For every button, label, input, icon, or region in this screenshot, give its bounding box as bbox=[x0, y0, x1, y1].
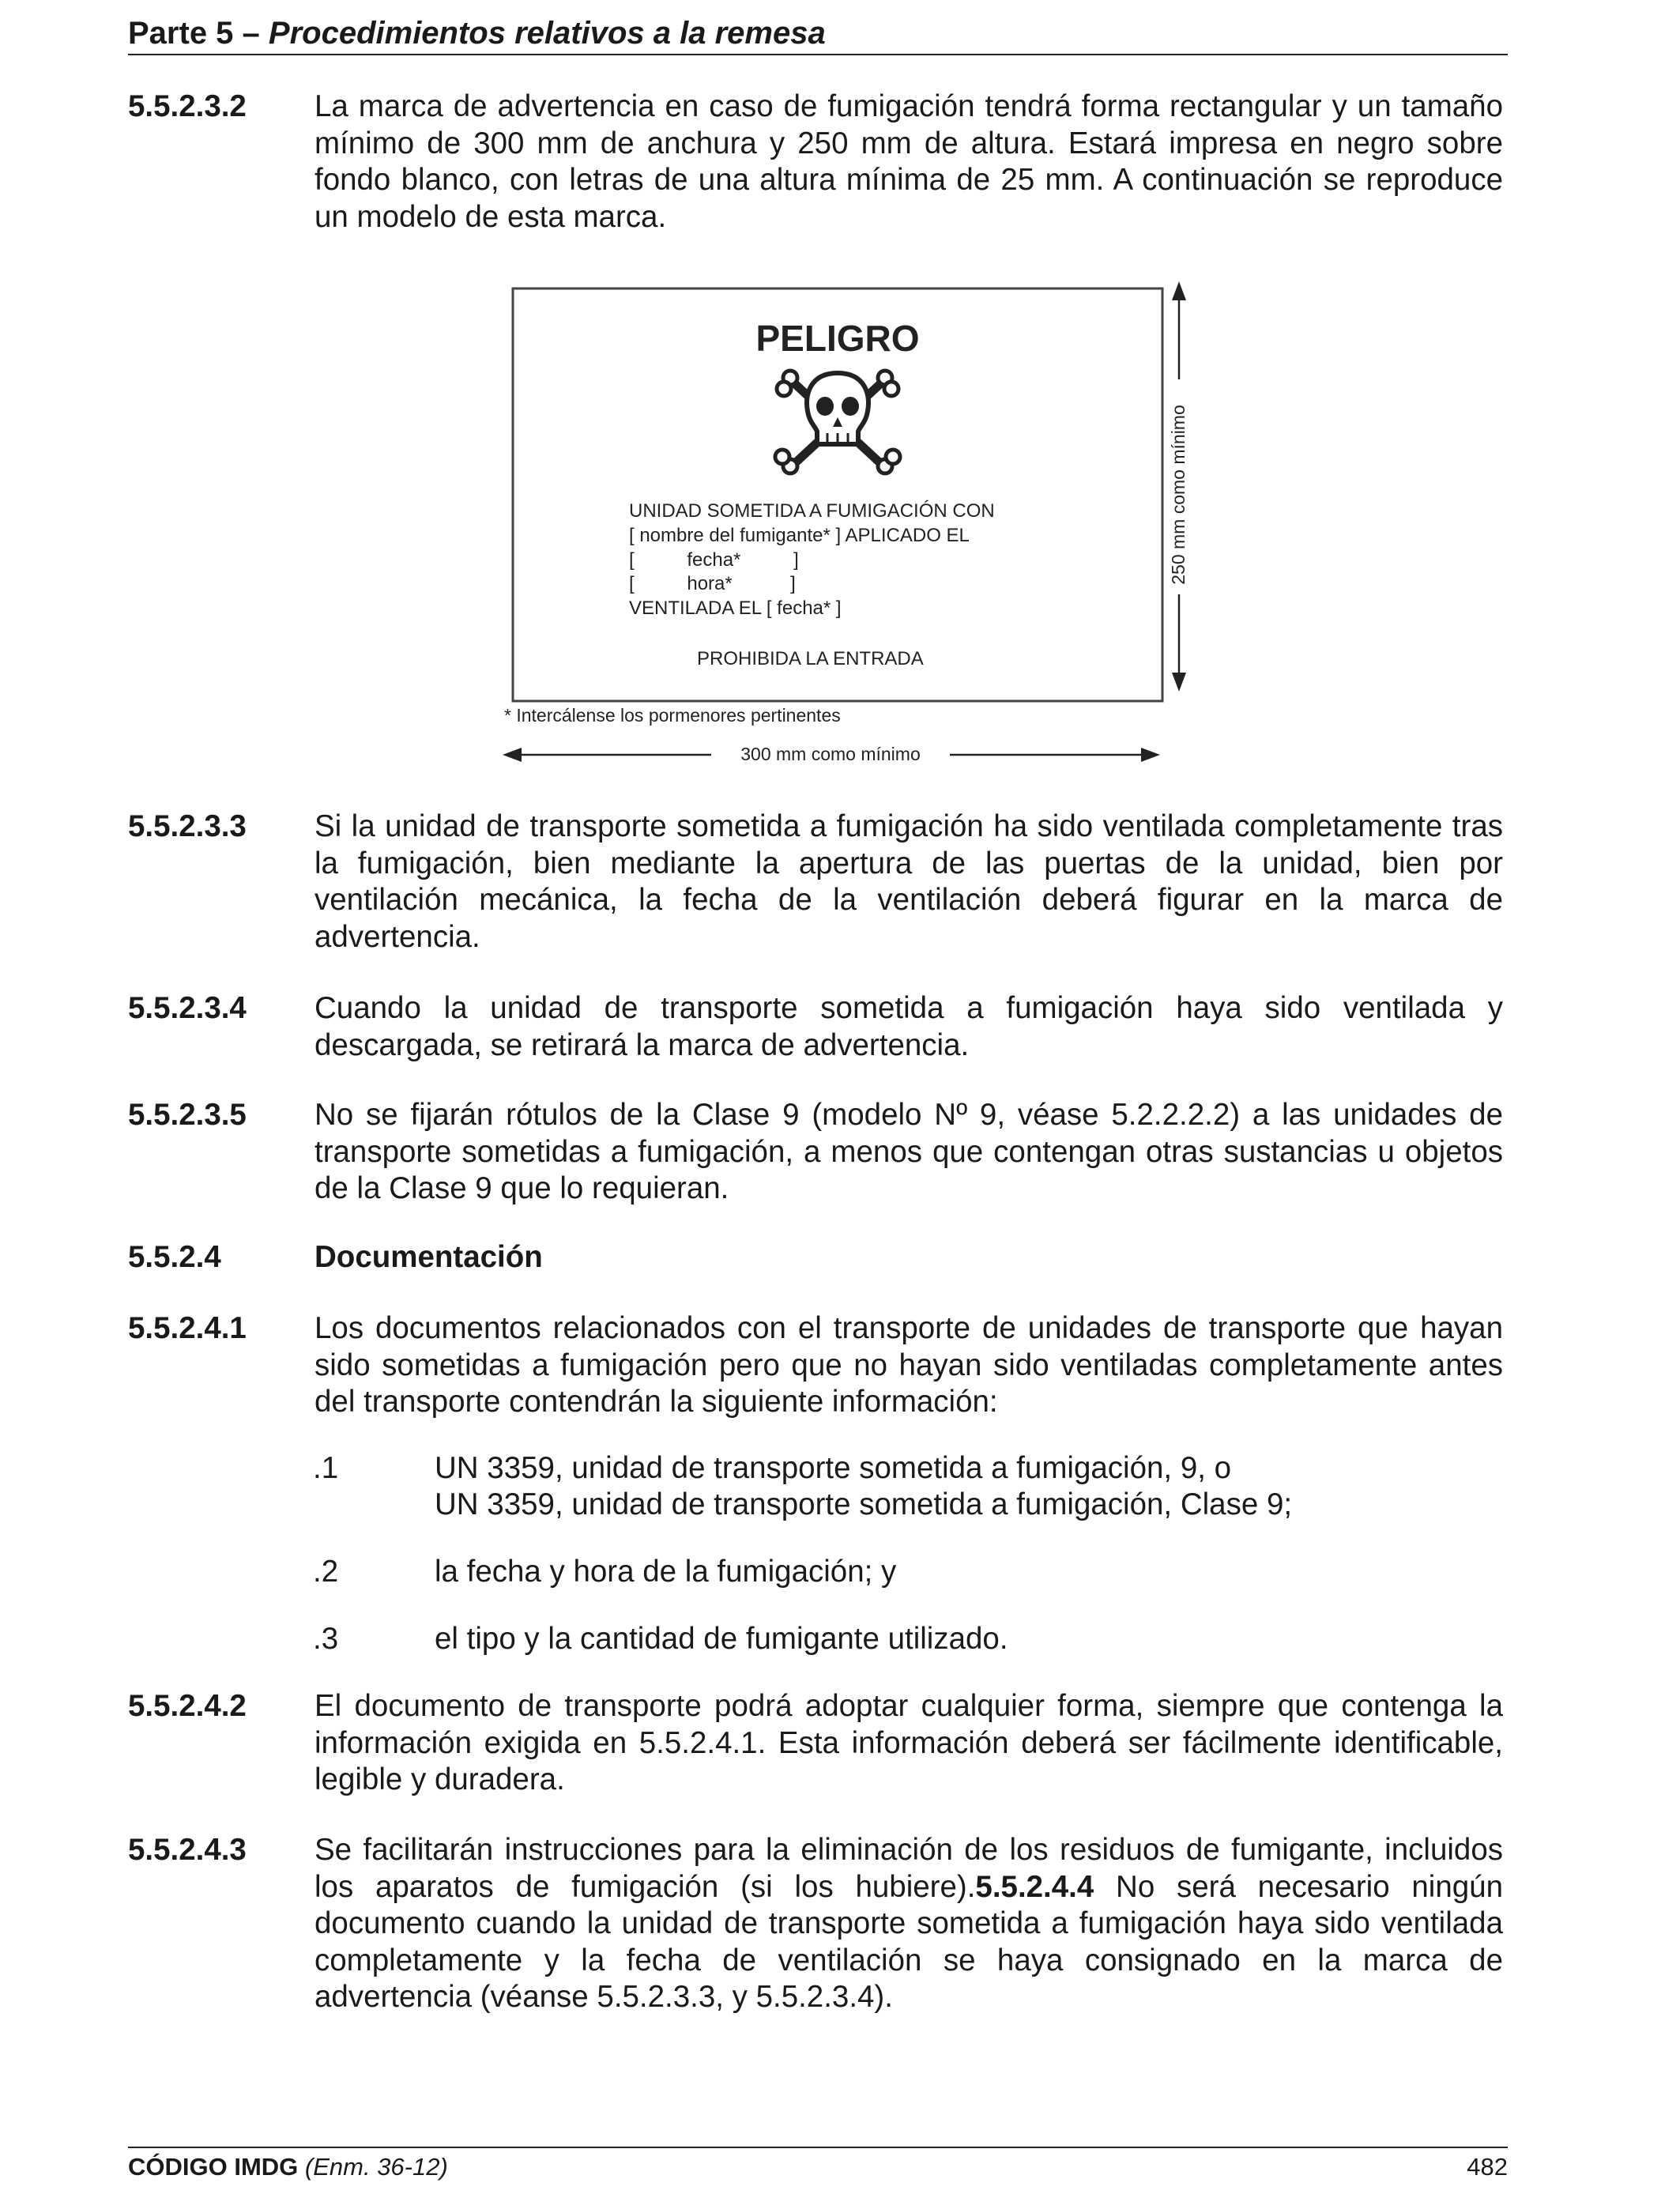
section-text: No se fijarán rótulos de la Clase 9 (modelo Nº 9, véase 5.2.2.2.2) a las unidades de transporte sometidas a fumigación, a menos que contengan otras sustancias u objetos de la Clase 9 que lo requieran. bbox=[315, 1098, 1503, 1205]
section-5-5-2-3-4 bbox=[128, 990, 1503, 1064]
section-text: Cuando la unidad de transporte sometida a fumigación haya sido ventilada y descargada, se retirará la marca de advertencia. bbox=[315, 991, 1503, 1062]
section-number: 5.5.2.3.2 bbox=[128, 89, 247, 123]
figure-line-2: [ nombre del fumigante* ] APLICADO EL bbox=[629, 525, 970, 546]
figure-width-label: 300 mm como mínimo bbox=[740, 744, 921, 764]
list-item-text: el tipo y la cantidad de fumigante utilizado. bbox=[435, 1622, 1008, 1656]
section-text-part: Se facilitarán instrucciones para la eliminación de los residuos de fumigante, incluidos los aparatos de fumigación (si los hubiere). bbox=[315, 1833, 1503, 1904]
header-part: Parte 5 – bbox=[128, 16, 260, 51]
section-text bbox=[315, 1832, 1503, 2016]
page-number: 482 bbox=[1467, 2153, 1508, 2181]
section-5-5-2-3-3 bbox=[128, 809, 1503, 956]
section-text-part: No será necesario ningún documento cuando la unidad de transporte sometida a fumigación haya sido ventilada completamente y la fecha de ventilación se haya consignado en la marca de advertencia (véanse 5.5.2.3.3, y 5.5.2.3.4). bbox=[315, 1869, 1503, 2014]
header-title: Procedimientos relativos a la remesa bbox=[268, 16, 826, 51]
list-item-text: la fecha y hora de la fumigación; y bbox=[435, 1555, 897, 1589]
section-5-5-2-4-2 bbox=[128, 1688, 1503, 1799]
section-text: El documento de transporte podrá adoptar cualquier forma, siempre que contenga la información exigida en 5.5.2.4.1. Esta información deberá ser fácilmente identificable, legible y duradera. bbox=[315, 1689, 1503, 1796]
figure-note: * Intercálense los pormenores pertinentes bbox=[504, 705, 841, 726]
list-item-text: UN 3359, unidad de transporte sometida a fumigación, Clase 9; bbox=[435, 1487, 1293, 1521]
section-number: 5.5.2.3.4 bbox=[128, 991, 247, 1025]
inline-section-number: 5.5.2.4.4 bbox=[975, 1869, 1094, 1904]
section-text: Los documentos relacionados con el transporte de unidades de transporte que hayan sido sometidas a fumigación pero que no hayan sido ventiladas completamente antes del transporte contendrán la siguiente información: bbox=[315, 1311, 1503, 1419]
section-number: 5.5.2.4.2 bbox=[128, 1689, 247, 1723]
page-footer bbox=[128, 2147, 1508, 2183]
section-5-5-2-4 bbox=[128, 1239, 1503, 1276]
fumigation-warning-mark-figure bbox=[498, 269, 1201, 778]
section-5-5-2-4-1 bbox=[128, 1310, 1503, 1421]
section-number: 5.5.2.3.5 bbox=[128, 1098, 247, 1132]
list-item-text: UN 3359, unidad de transporte sometida a fumigación, 9, o bbox=[435, 1451, 1232, 1485]
list-item-number: .1 bbox=[313, 1451, 339, 1485]
section-text: La marca de advertencia en caso de fumigación tendrá forma rectangular y un tamaño mínimo de 300 mm de anchura y 250 mm de altura. Estará impresa en negro sobre fondo blanco, con letras de una altura mínima de 25 mm. A continuación se reproduce un modelo de esta marca. bbox=[315, 89, 1503, 234]
section-5-5-2-3-2 bbox=[128, 89, 1503, 236]
figure-line-5: VENTILADA EL [ fecha* ] bbox=[629, 598, 842, 619]
list-item-number: .2 bbox=[313, 1555, 339, 1589]
footer-code: CÓDIGO IMDG bbox=[128, 2153, 299, 2181]
figure-prohibited: PROHIBIDA LA ENTRADA bbox=[697, 648, 924, 669]
figure-line-1: UNIDAD SOMETIDA A FUMIGACIÓN CON bbox=[629, 500, 995, 522]
figure-height-label: 250 mm como mínimo bbox=[1168, 405, 1188, 585]
section-number: 5.5.2.4 bbox=[128, 1240, 221, 1274]
section-text: Si la unidad de transporte sometida a fumigación ha sido ventilada completamente tras la fumigación, bien mediante la apertura de las puertas de la unidad, bien por ventilación mecánica, la fecha de la ventilación deberá figurar en la marca de advertencia. bbox=[315, 809, 1503, 954]
section-number: 5.5.2.4.1 bbox=[128, 1311, 247, 1345]
list-item-number: .3 bbox=[313, 1622, 339, 1656]
figure-title: PELIGRO bbox=[755, 318, 920, 359]
section-5-5-2-4-3 bbox=[128, 1832, 1503, 2016]
footer-edition: (Enm. 36-12) bbox=[304, 2153, 448, 2181]
section-heading: Documentación bbox=[315, 1240, 543, 1274]
figure-line-4: [ hora* ] bbox=[629, 573, 796, 594]
section-5-5-2-3-5 bbox=[128, 1097, 1503, 1208]
page-header bbox=[128, 13, 1508, 55]
section-number: 5.5.2.3.3 bbox=[128, 809, 247, 843]
section-number: 5.5.2.4.3 bbox=[128, 1833, 247, 1867]
figure-line-3: [ fecha* ] bbox=[629, 549, 799, 571]
